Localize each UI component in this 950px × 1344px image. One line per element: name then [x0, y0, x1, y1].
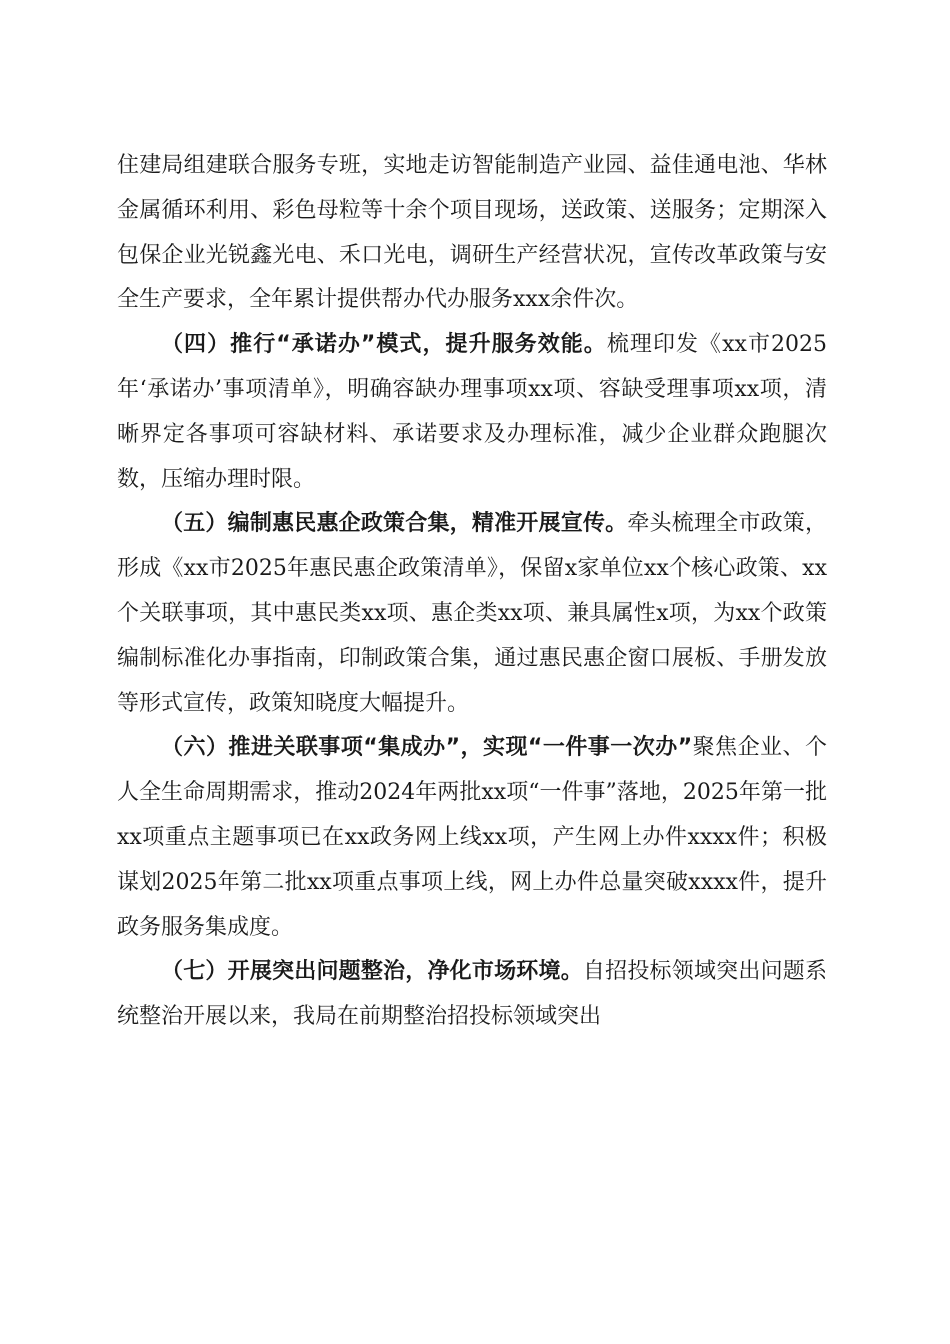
paragraph-section-6 — [117, 726, 827, 950]
paragraph-section-5 — [117, 502, 827, 726]
paragraph-body: 自招投标领域突出问题系统整治开展以来，我局在前期整治招投标领域突出 — [117, 959, 827, 1030]
paragraph-body: 住建局组建联合服务专班，实地走访智能制造产业园、益佳通电池、华林金属循环利用、彩色母粒等十余个项目现场，送政策、送服务；定期深入包保企业光锐鑫光电、禾口光电，调研生产经营状况，宣传改革政策与安全生产要求，全年累计提供帮办代办服务xxx余件次。 — [117, 153, 827, 313]
section-heading: （七）开展突出问题整治，净化市场环境。 — [161, 959, 583, 985]
paragraph-section-4 — [117, 323, 827, 502]
section-heading: （五）编制惠民惠企政策合集，精准开展宣传。 — [161, 511, 628, 537]
section-heading: （六）推进关联事项“集成办”，实现“一件事一次办” — [161, 735, 693, 761]
paragraph-body: 梳理印发《xx市2025年‘承诺办’事项清单》，明确容缺办理事项xx项、容缺受理事项xx项，清晰界定各事项可容缺材料、承诺要求及办理标准，减少企业群众跑腿次数，压缩办理时限。 — [117, 332, 827, 492]
paragraph-body: 聚焦企业、个人全生命周期需求，推动2024年两批xx项“一件事”落地，2025年第一批xx项重点主题事项已在xx政务网上线xx项，产生网上办件xxxx件；积极谋划2025年第二批xx项重点事项上线，网上办件总量突破xxxx件，提升政务服务集成度。 — [117, 735, 827, 940]
section-heading: （四）推行“承诺办”模式，提升服务效能。 — [161, 332, 607, 358]
paragraph-body: 牵头梳理全市政策，形成《xx市2025年惠民惠企政策清单》，保留x家单位xx个核心政策、xx个关联事项，其中惠民类xx项、惠企类xx项、兼具属性x项，为xx个政策编制标准化办事指南，印制政策合集，通过惠民惠企窗口展板、手册发放等形式宣传，政策知晓度大幅提升。 — [117, 511, 827, 716]
paragraph-continuation — [117, 144, 827, 323]
paragraph-section-7 — [117, 950, 827, 1040]
document-body — [117, 144, 827, 1040]
